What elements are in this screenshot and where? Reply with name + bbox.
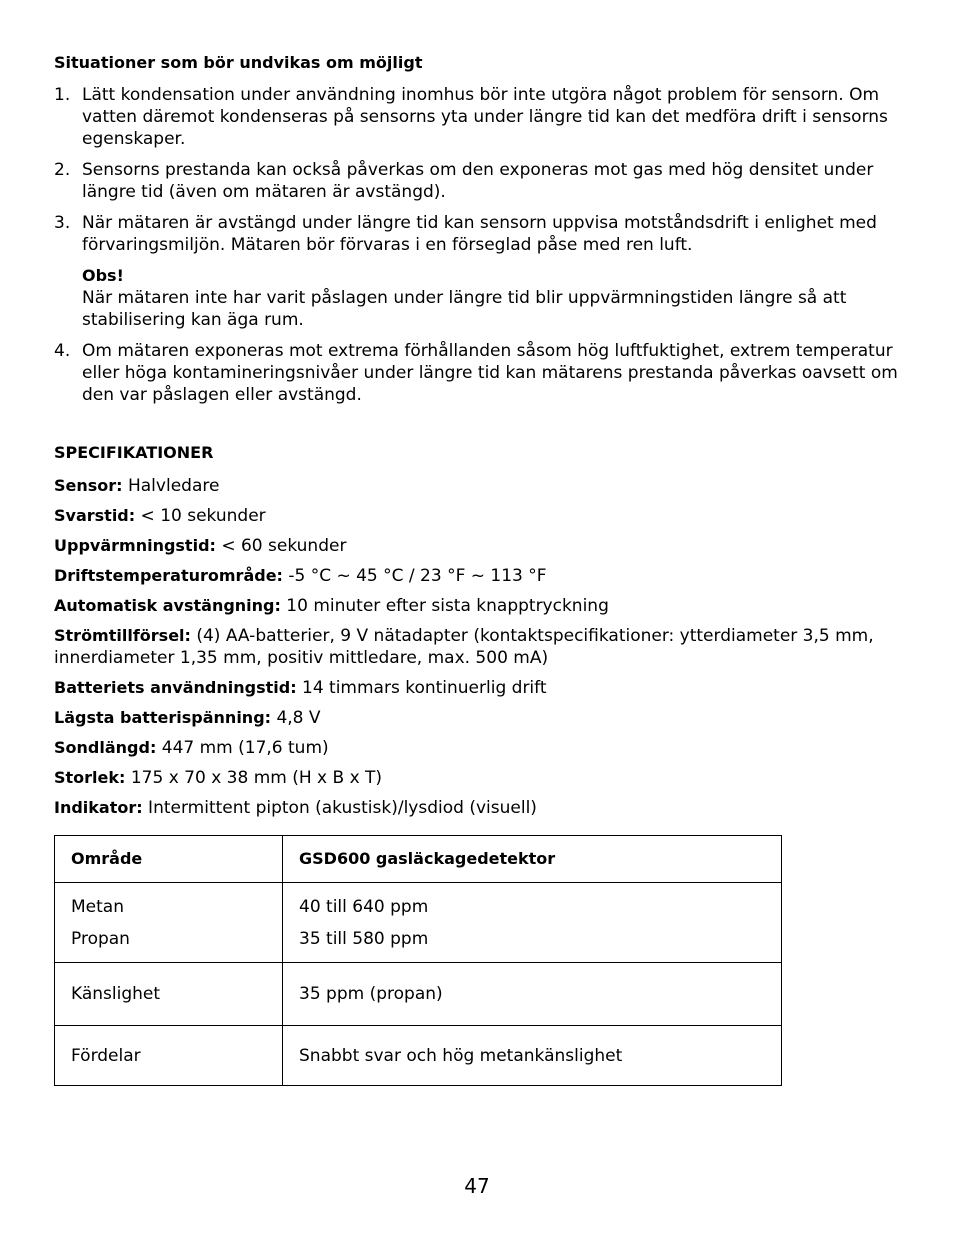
item-number: 2.: [54, 160, 71, 180]
cell-line: 35 till 580 ppm: [299, 928, 429, 949]
table-cell-label: Känslighet: [55, 963, 283, 1026]
item-text: Sensorns prestanda kan också påverkas om den exponeras mot gas med hög densitet under längre tid (även om mätaren är avstängd).: [82, 160, 874, 202]
item-text: Lätt kondensation under användning inomhus bör inte utgöra något problem för sensorn. Om vatten däremot kondenseras på sensorns yta under längre tid kan det medföra drift i sensorns egenskaper.: [82, 85, 888, 149]
table-header-row: [55, 836, 782, 883]
note-title: Obs!: [82, 266, 124, 285]
spec-label: Sondlängd:: [54, 738, 157, 757]
table-cell-value: Snabbt svar och hög metankänslighet: [283, 1026, 782, 1086]
spec-label: Automatisk avstängning:: [54, 596, 281, 615]
item-number: 4.: [54, 341, 71, 361]
page-number: 47: [464, 1174, 490, 1198]
specs-heading: SPECIFIKATIONER: [54, 443, 214, 462]
item-number: 1.: [54, 85, 71, 105]
spec-warmup-time: [54, 535, 904, 557]
spec-auto-power-off: [54, 595, 904, 617]
table-row: [55, 883, 782, 963]
spec-value: Intermittent pipton (akustisk)/lysdiod (visuell): [142, 798, 537, 818]
cell-line: 40 till 640 ppm: [299, 896, 429, 917]
table-cell-label: Fördelar: [55, 1026, 283, 1086]
situations-heading: Situationer som bör undvikas om möjligt: [54, 53, 423, 72]
spec-sensor: [54, 475, 904, 497]
spec-probe-length: [54, 737, 904, 759]
spec-value: 10 minuter efter sista knapptryckning: [280, 596, 609, 616]
note-block: [82, 265, 904, 331]
spec-value: 4,8 V: [271, 708, 321, 728]
spec-label: Storlek:: [54, 768, 126, 787]
range-table: [54, 835, 782, 1086]
spec-value: -5 °C ~ 45 °C / 23 °F ~ 113 °F: [282, 566, 547, 586]
spec-response-time: [54, 505, 904, 527]
spec-value: 447 mm (17,6 tum): [156, 738, 329, 758]
spec-battery-life: [54, 677, 904, 699]
spec-value: < 10 sekunder: [135, 506, 266, 526]
spec-label: Driftstemperaturområde:: [54, 566, 283, 585]
spec-min-battery-voltage: [54, 707, 904, 729]
spec-value: Halvledare: [122, 476, 220, 496]
manual-page: [54, 52, 904, 1086]
spec-indicator: [54, 797, 904, 819]
table-cell-value: 35 ppm (propan): [283, 963, 782, 1026]
spec-value: < 60 sekunder: [215, 536, 347, 556]
spec-label: Svarstid:: [54, 506, 136, 525]
spec-value: 14 timmars kontinuerlig drift: [296, 678, 547, 698]
spec-label: Lägsta batterispänning:: [54, 708, 272, 727]
spec-label: Indikator:: [54, 798, 143, 817]
table-row: [55, 963, 782, 1026]
list-item: [54, 159, 904, 203]
item-text: När mätaren är avstängd under längre tid kan sensorn uppvisa motståndsdrift i enlighet med förvaringsmiljön. Mätaren bör förvaras i en förseglad påse med ren luft.: [82, 213, 877, 255]
spec-label: Strömtillförsel:: [54, 626, 191, 645]
table-cell-value: [283, 883, 782, 963]
table-row: [55, 1026, 782, 1086]
spec-operating-temperature: [54, 565, 904, 587]
table-header-cell: GSD600 gasläckagedetektor: [283, 836, 782, 883]
list-item: [54, 212, 904, 331]
table-header-cell: Område: [55, 836, 283, 883]
list-item: [54, 340, 904, 406]
note-text: När mätaren inte har varit påslagen under längre tid blir uppvärmningstiden längre så att stabilisering kan äga rum.: [82, 288, 847, 330]
table-cell-label: [55, 883, 283, 963]
spec-value: 175 x 70 x 38 mm (H x B x T): [125, 768, 383, 788]
list-item: [54, 84, 904, 150]
spec-label: Batteriets användningstid:: [54, 678, 297, 697]
cell-line: Propan: [71, 928, 130, 949]
spec-power-supply: [54, 625, 904, 669]
spec-label: Sensor:: [54, 476, 123, 495]
spec-size: [54, 767, 904, 789]
cell-line: Metan: [71, 896, 124, 917]
item-text: Om mätaren exponeras mot extrema förhållanden såsom hög luftfuktighet, extrem temperatur eller höga kontamineringsnivåer under längre tid kan mätarens prestanda påverkas oavsett om den var påslagen eller avstängd.: [82, 341, 898, 405]
spec-label: Uppvärmningstid:: [54, 536, 216, 555]
situations-list: [54, 84, 904, 406]
item-number: 3.: [54, 213, 71, 233]
spec-value: (4) AA-batterier, 9 V nätadapter (kontaktspecifikationer: ytterdiameter 3,5 mm, innerdiameter 1,35 mm, positiv mittledare, max. 500 mA): [54, 626, 874, 668]
